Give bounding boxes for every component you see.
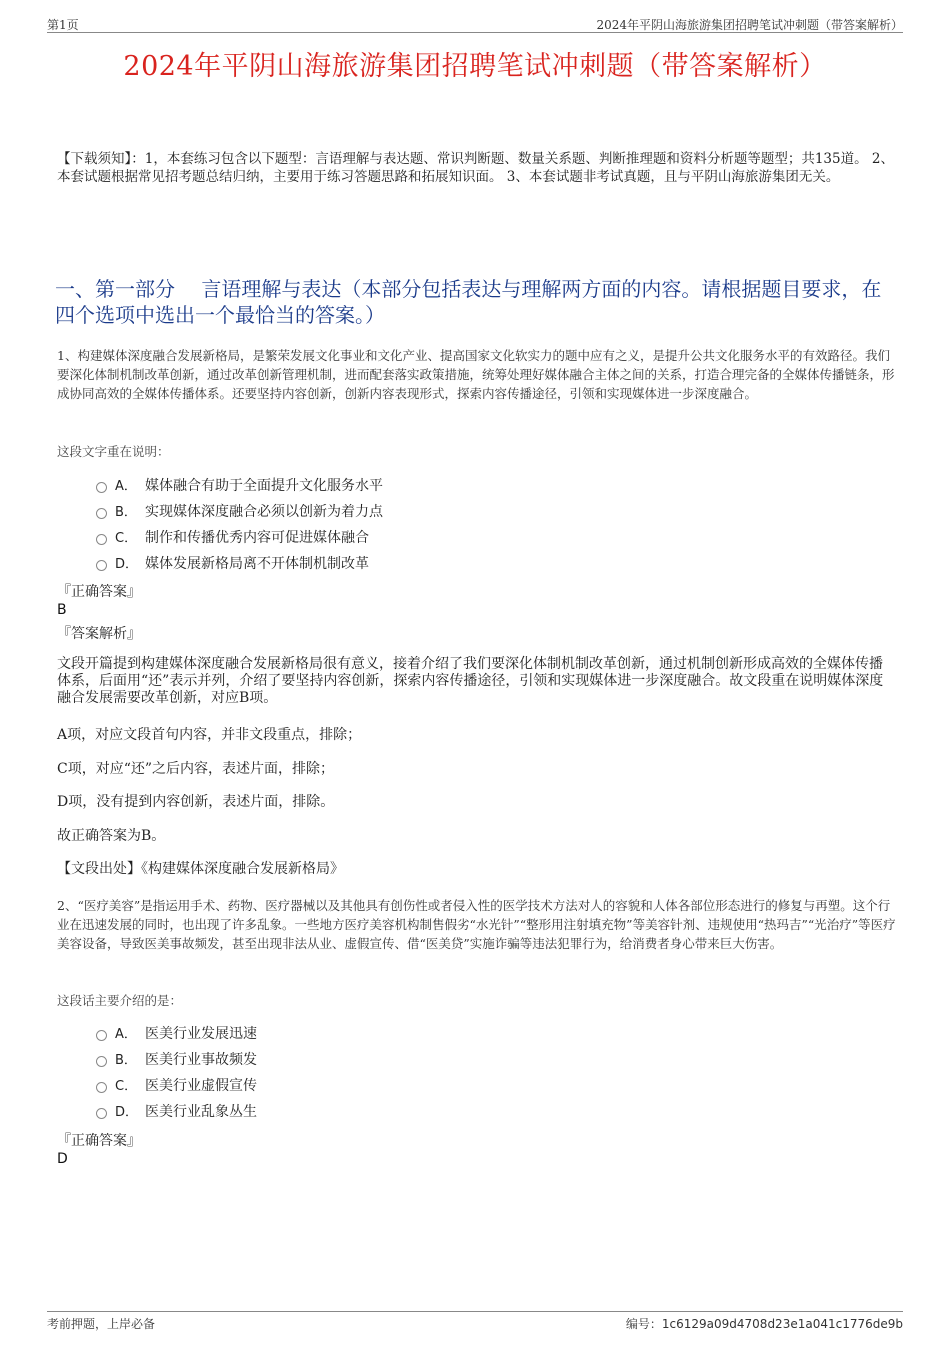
page-header bbox=[47, 14, 903, 33]
radio-icon[interactable] bbox=[96, 482, 107, 493]
q1-option-a[interactable]: A． 媒体融合有助于全面提升文化服务水平 bbox=[96, 476, 383, 496]
question-2-text: 2、“医疗美容”是指运用手术、药物、医疗器械以及其他具有创伤性或者侵入性的医学技术方法对人的容貌和人体各部位形态进行的修复与再塑。这个行业在迅速发展的同时，也出现了许多乱象。一些地方医疗美容机构制售假劣“水光针”“整形用注射填充物”等美容针剂、违规使用“热玛吉”“光治疗”等医疗美容设备，导致医美事故频发，甚至出现非法从业、虚假宣传、借“医美贷”实施诈骗等违法犯罪行为，给消费者身心带来巨大伤害。 bbox=[57, 898, 896, 951]
q1-analysis-a: A项，对应文段首句内容，并非文段重点，排除； bbox=[57, 727, 362, 743]
q1-analysis-d: D项，没有提到内容创新，表述片面，排除。 bbox=[57, 794, 335, 810]
footer-code: 编号：1c6129a09d4708d23e1a041c1776de9b bbox=[625, 1317, 903, 1331]
question-2-prompt: 这段话主要介绍的是： bbox=[57, 993, 183, 1008]
page-number: 第1页 bbox=[47, 18, 79, 32]
question-1-text: 1、构建媒体深度融合发展新格局，是繁荣发展文化事业和文化产业、提高国家文化软实力的题中应有之义，是提升公共文化服务水平的有效路径。我们要深化体制机制改革创新，通过改革创新管理机制，进而配套落实政策措施，统筹处理好媒体融合主体之间的关系，打造合理完备的全媒体传播链条，形成协同高效的全媒体传播体系。还要坚持内容创新，创新内容表现形式，探索内容传播途径，引领和实现媒体进一步深度融合。 bbox=[57, 348, 895, 401]
q2-option-b[interactable]: B． 医美行业事故频发 bbox=[96, 1050, 257, 1070]
question-1-prompt: 这段文字重在说明： bbox=[57, 444, 170, 459]
header-doc-title: 2024年平阴山海旅游集团招聘笔试冲刺题（带答案解析） bbox=[596, 18, 903, 32]
radio-icon[interactable] bbox=[96, 508, 107, 519]
q1-option-b[interactable]: B． 实现媒体深度融合必须以创新为着力点 bbox=[96, 502, 383, 522]
radio-icon[interactable] bbox=[96, 1082, 107, 1093]
radio-icon[interactable] bbox=[96, 560, 107, 571]
document-title: 2024年平阴山海旅游集团招聘笔试冲刺题（带答案解析） bbox=[123, 51, 827, 82]
radio-icon[interactable] bbox=[96, 1108, 107, 1119]
q1-answer: B bbox=[57, 602, 67, 618]
q1-option-d[interactable]: D． 媒体发展新格局离不开体制机制改革 bbox=[96, 554, 369, 574]
q1-answer-label: 『正确答案』 bbox=[57, 584, 141, 600]
q2-option-c[interactable]: C． 医美行业虚假宣传 bbox=[96, 1076, 257, 1096]
q2-answer-label: 『正确答案』 bbox=[57, 1133, 141, 1149]
q2-option-d[interactable]: D． 医美行业乱象丛生 bbox=[96, 1102, 257, 1122]
footer-slogan: 考前押题，上岸必备 bbox=[47, 1317, 156, 1331]
q2-answer: D bbox=[57, 1151, 68, 1167]
q2-option-a[interactable]: A． 医美行业发展迅速 bbox=[96, 1024, 257, 1044]
q1-analysis-c: C项，对应“还”之后内容，表述片面，排除； bbox=[57, 761, 335, 777]
q1-analysis-label: 『答案解析』 bbox=[57, 626, 141, 642]
radio-icon[interactable] bbox=[96, 1030, 107, 1041]
page-footer bbox=[47, 1311, 903, 1332]
radio-icon[interactable] bbox=[96, 1056, 107, 1067]
q1-analysis-conclusion: 故正确答案为B。 bbox=[57, 828, 166, 844]
q1-option-c[interactable]: C． 制作和传播优秀内容可促进媒体融合 bbox=[96, 528, 369, 548]
download-notice: 【下载须知】：1，本套练习包含以下题型：言语理解与表达题、常识判断题、数量关系题、判断推理题和资料分析题等题型；共135道。 2、本套试题根据常见招考题总结归纳，主要用于练习答题思路和拓展知识面。 3、本套试题非考试真题，且与平阴山海旅游集团无关。 bbox=[57, 151, 894, 185]
q1-source: 【文段出处】《构建媒体深度融合发展新格局》 bbox=[57, 861, 344, 877]
section-heading: 一、第一部分 言语理解与表达（本部分包括表达与理解两方面的内容。请根据题目要求，在四个选项中选出一个最恰当的答案。） bbox=[55, 277, 882, 327]
q1-analysis-paragraph: 文段开篇提到构建媒体深度融合发展新格局很有意义，接着介绍了我们要深化体制机制改革创新，通过机制创新形成高效的全媒体传播体系，后面用“还”表示并列，介绍了要坚持内容创新，探索内容传播途径，引领和实现媒体进一步深度融合。故文段重在说明媒体深度融合发展需要改革创新，对应B项。 bbox=[57, 656, 884, 706]
radio-icon[interactable] bbox=[96, 534, 107, 545]
